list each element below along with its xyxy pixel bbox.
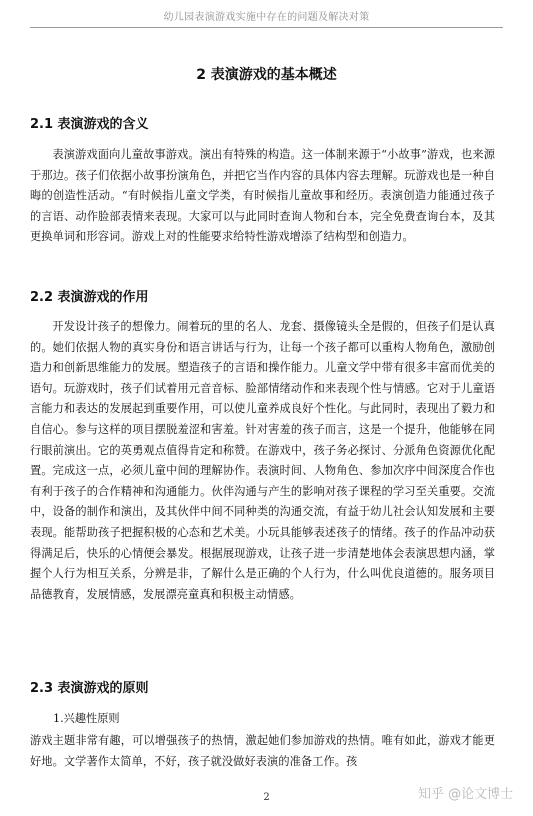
page-number: 2 — [263, 792, 270, 803]
section-paragraph-2-3: 游戏主题非常有趣，可以增强孩子的热情，激起她们参加游戏的热情。唯有如此，游戏才能更好地。文学著作太简单，不好，孩子就没做好表演的准备工作。孩 — [30, 734, 495, 768]
subsection-title-interest: 1.兴趣性原则 — [53, 712, 120, 725]
running-header: 幼儿园表演游戏实施中存在的问题及解决对策 — [30, 8, 503, 28]
section-paragraph-2-2: 开发设计孩子的想像力。闹着玩的里的名人、龙套、摄像镜头全是假的，但孩子们是认真的。她们依据人物的真实身份和语言讲话与行为，让每一个孩子都可以重构人物角色，激励创造力和创新思维能力的发展。塑造孩子的言语和操作能力。儿童文学中带有很多丰富而优美的语句。玩游戏时，孩子们试着用元音音标、脸部情绪动作和来表现个性与情感。它对于儿童语言能力和表达的发展起到重要作用，可以使儿童养成良好个性化。与此同时，表现出了毅力和自信心。参与这样的项目摆脱羞涩和害羞。针对害羞的孩子而言，这是一个提升，他能够在同行眼前演出。它的英勇观点值得肯定和称赞。在游戏中，孩子务必探讨、分派角色资源优化配置。完成这一点，必须儿童中间的理解协作。表演时间、人物角色、参加次序中间深度合作也有利于孩子的合作精神和沟通能力。伙伴沟通与产生的影响对孩子课程的学习至关重要。交流中，设备的制作和演出，及其伙伴中间不同种类的沟通交流，有益于幼儿社会认知发展和主要表现。能帮助孩子把握积极的心态和艺术美。小玩具能够表述孩子的情绪。孩子的作品冲动获得满足后，快乐的心情便会暴发。根据展现游戏，让孩子进一步清楚地体会表演思想内涵，掌握个人行为相互关系，分辨是非，了解什么是正确的个人行为，什么叫优良道德的。服务项目品德教育，发展情感，发展漂亮童真和积极主动情感。 — [30, 320, 495, 601]
section-paragraph-2-1: 表演游戏面向儿童故事游戏。演出有特殊的构造。这一体制来源于“小故事”游戏，也来源于那边。孩子们依据小故事扮演角色，并把它当作内容的具体内容去理解。玩游戏也是一种自晦的创造性活动。“有时候指儿童文学类，有时候指儿童故事和经历。表演创造力能通过孩子的言语、动作脸部表情来表现。大家可以与此同时查询人物和台本，完全免费查询台本，及其更换单词和形容词。游戏上对的性能要求给特性游戏增添了结构型和创造力。 — [30, 148, 495, 244]
section-title-2-3: 2.3 表演游戏的原则 — [30, 681, 149, 696]
section-title-2-2: 2.2 表演游戏的作用 — [30, 290, 149, 305]
chapter-title: 2 表演游戏的基本概述 — [196, 67, 337, 83]
section-title-2-1: 2.1 表演游戏的含义 — [30, 117, 149, 132]
watermark-text: 知乎 @论文博士 — [418, 787, 514, 802]
watermark — [418, 783, 513, 802]
